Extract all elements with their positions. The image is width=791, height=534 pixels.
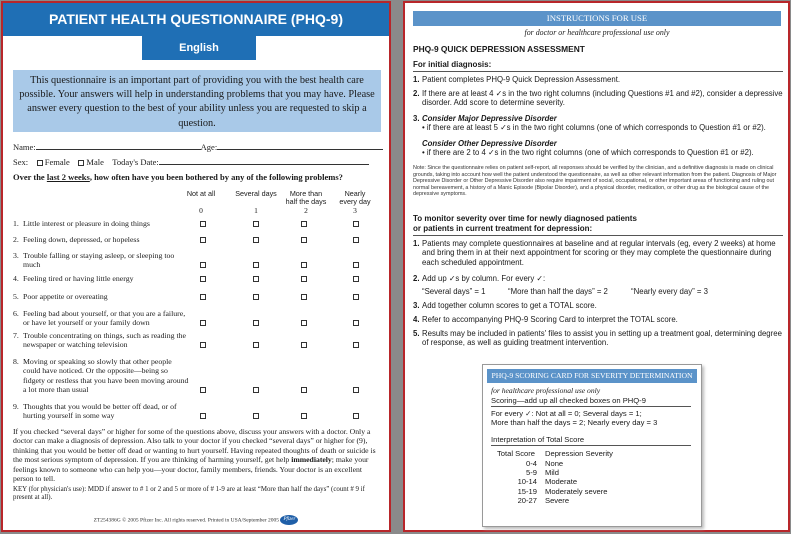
question-number: 9. xyxy=(13,402,19,411)
question-text: Trouble concentrating on things, such as reading the newspaper or watching television xyxy=(23,331,186,350)
question-3 xyxy=(13,251,189,270)
score-3: 3 xyxy=(353,206,357,215)
pfizer-logo: Pfizer xyxy=(280,515,298,525)
q7-option-3-checkbox[interactable] xyxy=(353,342,359,348)
clinical-note: Note: Since the questionnaire relies on patient self-report, all responses should be verified by the clinician, and a definitive diagnosis is made on clinical grounds, taking into account how well the patient understood the questionnaire, as well as other relevant information from the patient. Diagnosis of Major Depressive Disorder or Other Depressive Disorder also require impairment of social, occupational, or other important areas of functioning and ruling out normal bereavement, a history of a Manic Episode (Bipolar Disorder), and a physical disorder, medication, or other drug as the biological cause of the depressive symptoms. xyxy=(413,165,777,198)
question-number: 6. xyxy=(13,309,19,318)
scoring-title: Scoring—add up all checked boxes on PHQ-9 xyxy=(491,396,646,405)
language-badge: English xyxy=(142,36,256,60)
q7-option-1-checkbox[interactable] xyxy=(253,342,259,348)
sex-date-row xyxy=(13,156,369,167)
col-total-score: Total Score xyxy=(497,449,535,458)
severity-label: Mild xyxy=(545,468,559,478)
q6-option-3-checkbox[interactable] xyxy=(353,320,359,326)
severity-label: None xyxy=(545,459,564,468)
male-checkbox[interactable] xyxy=(78,160,84,166)
female-label: Female xyxy=(44,157,70,167)
doctor-note: If you checked “several days” or higher for some of the questions above, discuss your answers with a doctor. Only a doctor can make a diagnosis of depression. Also talk to your doctor if you checked “several days” or higher for (9), thinking that you would be better off dead or wanting to hurt yourself. Having repeated thoughts of death or suicide is the most serious symptom of depression. If you are thinking of harming yourself, get help immediately; make your feelings known to someone who can help you—your doctor, family members, friends. Your doctor is an excellent person to tell. xyxy=(13,427,376,484)
q9-option-1-checkbox[interactable] xyxy=(253,413,259,419)
q2-option-3-checkbox[interactable] xyxy=(353,237,359,243)
monitor-step-2: 2. Add up ✓s by column. For every ✓: xyxy=(413,274,546,283)
section-title: PHQ-9 QUICK DEPRESSION ASSESSMENT xyxy=(413,44,585,54)
name-field[interactable] xyxy=(36,141,201,150)
age-label: Age: xyxy=(200,142,218,152)
severity-label: Severe xyxy=(545,495,570,505)
score-1: 1 xyxy=(254,206,258,215)
question-number: 5. xyxy=(13,292,19,301)
score-0: 0 xyxy=(199,206,203,215)
col-depression-severity: Depression Severity xyxy=(545,449,613,458)
severity-score: 15-19 xyxy=(517,486,537,496)
q5-option-2-checkbox[interactable] xyxy=(301,294,307,300)
severity-score: 5-9 xyxy=(526,468,537,478)
q4-option-0-checkbox[interactable] xyxy=(200,276,206,282)
severity-label: Moderately severe xyxy=(545,486,608,496)
interpretation-title: Interpretation of Total Score xyxy=(491,435,585,444)
question-text: Feeling tired or having little energy xyxy=(23,274,134,283)
step-1: 1. Patient completes PHQ-9 Quick Depression Assessment. xyxy=(413,75,621,84)
question-4 xyxy=(13,274,189,283)
divider xyxy=(491,406,691,407)
instructions-page: INSTRUCTIONS FOR USE for doctor or healthcare professional use only PHQ-9 QUICK DEPRESSION ASSESSMENT For initial diagnosis: 1. Patient completes PHQ-9 Quick Depression Assessment. 2. If there are at least 4 ✓s in the two right columns (including Questions #1 and #2), consider a depressive disorder. Add score to determine severity. 3. Consider Major Depressive Disorder • if there are at least 5 ✓s in the two right columns (one of which corresponds to Question #1 or #2). Consider Other Depressive Disorder • if there are 2 to 4 ✓s in the two right columns (one of which corresponds to Question #1 or #2). Note: Since the questionnaire relies on patient self-report, all responses should be verified by the clinician, and a definitive diagnosis is made on clinical grounds, taking into account how well the patient understood the questionnaire, as well as other relevant information from the patient. Diagnosis of Major Depressive Disorder or Other Depressive Disorder also require impairment of social, occupational, or other important areas of functioning and ruling out normal bereavement, a history of a Manic Episode (Bipolar Disorder), and a physical disorder, medication, or other drug as the biological cause of the depressive symptoms. To monitor severity over time for newly diagnosed patients or patients in current treatment for depression: 1. Patients may complete questionnaires at baseline and at regular intervals (eg, every 2 weeks) at home and bring them in at their next appointment for scoring or they may complete the questionnaire during each scheduled appointment. 2. Add up ✓s by column. For every ✓: “Several days” = 1 “More than half the days” = 2 “Nearly every day” = 3 3. Add together column scores to get a TOTAL score. 4. Refer to accompanying PHQ-9 Scoring Card to interpret the TOTAL score. 5. Results may be included in patients' files to assist you in setting up a treatment goal, determining degree of response, as well as guiding treatment intervention. PHQ-9 SCORING CARD FOR SEVERITY DETERMINATION for healthcare professional use only Scoring—add up all checked boxes on PHQ-9 For every ✓: Not at all = 0; Several days = 1; More than half the days = 2; Nearly every day = 3 Interpretation of Total Score Total Score Depression Severity 0-4 None 5-9 Mild 10-14 Moderate 15-19 Moderately severe 20-27 Severe xyxy=(403,1,790,532)
page-title: PATIENT HEALTH QUESTIONNAIRE (PHQ-9) xyxy=(3,3,389,36)
monitor-title-2: or patients in current treatment for depression: xyxy=(413,224,593,233)
instructions-subheader: for doctor or healthcare professional use only xyxy=(524,28,670,37)
q2-option-1-checkbox[interactable] xyxy=(253,237,259,243)
step-2: 2. If there are at least 4 ✓s in the two right columns (including Questions #1 and #2), consider a depressive disorder. Add score to determine severity. xyxy=(413,89,783,108)
question-number: 3. xyxy=(13,251,19,260)
q4-option-3-checkbox[interactable] xyxy=(353,276,359,282)
sex-label: Sex: xyxy=(13,157,29,167)
scoring-card-title: PHQ-9 SCORING CARD FOR SEVERITY DETERMINATION xyxy=(487,369,697,383)
question-9 xyxy=(13,402,189,421)
step-3: 3. Consider Major Depressive Disorder • if there are at least 5 ✓s in the two right columns (one of which corresponds to Question #1 or #2). xyxy=(413,114,766,133)
q4-option-1-checkbox[interactable] xyxy=(253,276,259,282)
question-8 xyxy=(13,357,189,394)
question-number: 7. xyxy=(13,331,19,340)
q8-option-3-checkbox[interactable] xyxy=(353,387,359,393)
question-2 xyxy=(13,235,189,244)
q1-option-2-checkbox[interactable] xyxy=(301,221,307,227)
q3-option-1-checkbox[interactable] xyxy=(253,262,259,268)
q8-option-2-checkbox[interactable] xyxy=(301,387,307,393)
severity-score: 0-4 xyxy=(526,459,537,468)
col-header-several-days: Several days xyxy=(235,189,277,198)
q6-option-0-checkbox[interactable] xyxy=(200,320,206,326)
q2-option-0-checkbox[interactable] xyxy=(200,237,206,243)
other-disorder: Consider Other Depressive Disorder • if there are 2 to 4 ✓s in the two right columns (one of which corresponds to Question #1 or #2). xyxy=(422,139,754,158)
question-instruction: Over the last 2 weeks, how often have you been bothered by any of the following problems? xyxy=(13,172,343,182)
monitor-title-1: To monitor severity over time for newly diagnosed patients xyxy=(413,214,637,223)
date-field[interactable] xyxy=(159,156,369,165)
q6-option-2-checkbox[interactable] xyxy=(301,320,307,326)
severity-score: 20-27 xyxy=(517,495,537,505)
male-label: Male xyxy=(86,157,104,167)
q1-option-0-checkbox[interactable] xyxy=(200,221,206,227)
scoring-line-1: For every ✓: Not at all = 0; Several days = 1; xyxy=(491,409,642,418)
age-field[interactable] xyxy=(217,141,383,150)
question-text: Thoughts that you would be better off dead, or of hurting yourself in some way xyxy=(23,402,177,421)
q5-option-3-checkbox[interactable] xyxy=(353,294,359,300)
question-6 xyxy=(13,309,189,328)
question-number: 1. xyxy=(13,219,19,228)
scoring-card-sub: for healthcare professional use only xyxy=(491,386,601,395)
col-header-more-than-half: More than half the days xyxy=(285,189,327,207)
q8-option-0-checkbox[interactable] xyxy=(200,387,206,393)
question-number: 8. xyxy=(13,357,19,366)
instructions-header: INSTRUCTIONS FOR USE xyxy=(413,11,781,26)
monitor-step-4: 4. Refer to accompanying PHQ-9 Scoring Card to interpret the TOTAL score. xyxy=(413,315,678,324)
date-label: Today's Date: xyxy=(112,157,159,167)
q5-option-1-checkbox[interactable] xyxy=(253,294,259,300)
question-text: Trouble falling or staying asleep, or sleeping too much xyxy=(23,251,175,270)
question-text: Little interest or pleasure in doing things xyxy=(23,219,150,228)
score-2: 2 xyxy=(304,206,308,215)
scoring-card xyxy=(482,364,702,527)
q7-option-0-checkbox[interactable] xyxy=(200,342,206,348)
q7-option-2-checkbox[interactable] xyxy=(301,342,307,348)
q6-option-1-checkbox[interactable] xyxy=(253,320,259,326)
monitor-step-1: 1. Patients may complete questionnaires at baseline and at regular intervals (eg, every 2 weeks) at home and bring them in at their next appointment for scoring or they may complete the questionnaire during each scheduled appointment. xyxy=(413,239,776,267)
q9-option-3-checkbox[interactable] xyxy=(353,413,359,419)
question-text: Feeling down, depressed, or hopeless xyxy=(23,235,140,244)
severity-label: Moderate xyxy=(545,477,578,487)
divider xyxy=(491,445,691,446)
q2-option-2-checkbox[interactable] xyxy=(301,237,307,243)
name-label: Name: xyxy=(13,142,36,152)
monitor-step-5: 5. Results may be included in patients' files to assist you in setting up a treatment goal, determining degree of response, as well as guiding treatment intervention. xyxy=(413,329,782,348)
q9-option-0-checkbox[interactable] xyxy=(200,413,206,419)
female-checkbox[interactable] xyxy=(37,160,43,166)
footer: ZT254386G © 2005 Pfizer Inc. All rights reserved. Printed in USA/September 2005 Pfizer xyxy=(3,515,389,525)
physician-key: KEY (for physician's use): MDD if answer to # 1 or 2 and 5 or more of # 1-9 are at least “More than half the days” (count # 9 if present at all). xyxy=(13,486,365,502)
question-text: Poor appetite or overeating xyxy=(23,292,108,301)
question-5 xyxy=(13,292,189,301)
question-number: 4. xyxy=(13,274,19,283)
intro-text: This questionnaire is an important part of providing you with the best health care possible. Your answers will help in understanding problems that you may have. Please answer every question to the best of your ability unless you are requested to skip a question. xyxy=(13,70,381,132)
col-header-not-at-all: Not at all xyxy=(186,189,216,198)
question-number: 2. xyxy=(13,235,19,244)
question-7 xyxy=(13,331,189,350)
divider xyxy=(413,235,783,236)
question-text: Moving or speaking so slowly that other people could have noticed. Or the opposite—being so fidgety or restless that you have been moving around a lot more than usual xyxy=(23,357,189,394)
question-1 xyxy=(13,219,189,228)
scoring-line-2: More than half the days = 2; Nearly every day = 3 xyxy=(491,418,658,427)
divider xyxy=(413,71,783,72)
q3-option-0-checkbox[interactable] xyxy=(200,262,206,268)
col-header-nearly-every-day: Nearly every day xyxy=(339,189,371,207)
initial-diagnosis-title: For initial diagnosis: xyxy=(413,60,492,69)
q1-option-3-checkbox[interactable] xyxy=(353,221,359,227)
q3-option-2-checkbox[interactable] xyxy=(301,262,307,268)
q3-option-3-checkbox[interactable] xyxy=(353,262,359,268)
severity-score: 10-14 xyxy=(517,477,537,487)
name-age-row xyxy=(13,141,383,152)
q5-option-0-checkbox[interactable] xyxy=(200,294,206,300)
monitor-step-3: 3. Add together column scores to get a TOTAL score. xyxy=(413,301,597,310)
q9-option-2-checkbox[interactable] xyxy=(301,413,307,419)
q4-option-2-checkbox[interactable] xyxy=(301,276,307,282)
questionnaire-page xyxy=(1,1,391,532)
q8-option-1-checkbox[interactable] xyxy=(253,387,259,393)
q1-option-1-checkbox[interactable] xyxy=(253,221,259,227)
question-text: Feeling bad about yourself, or that you are a failure, or have let yourself or your family down xyxy=(23,309,186,328)
